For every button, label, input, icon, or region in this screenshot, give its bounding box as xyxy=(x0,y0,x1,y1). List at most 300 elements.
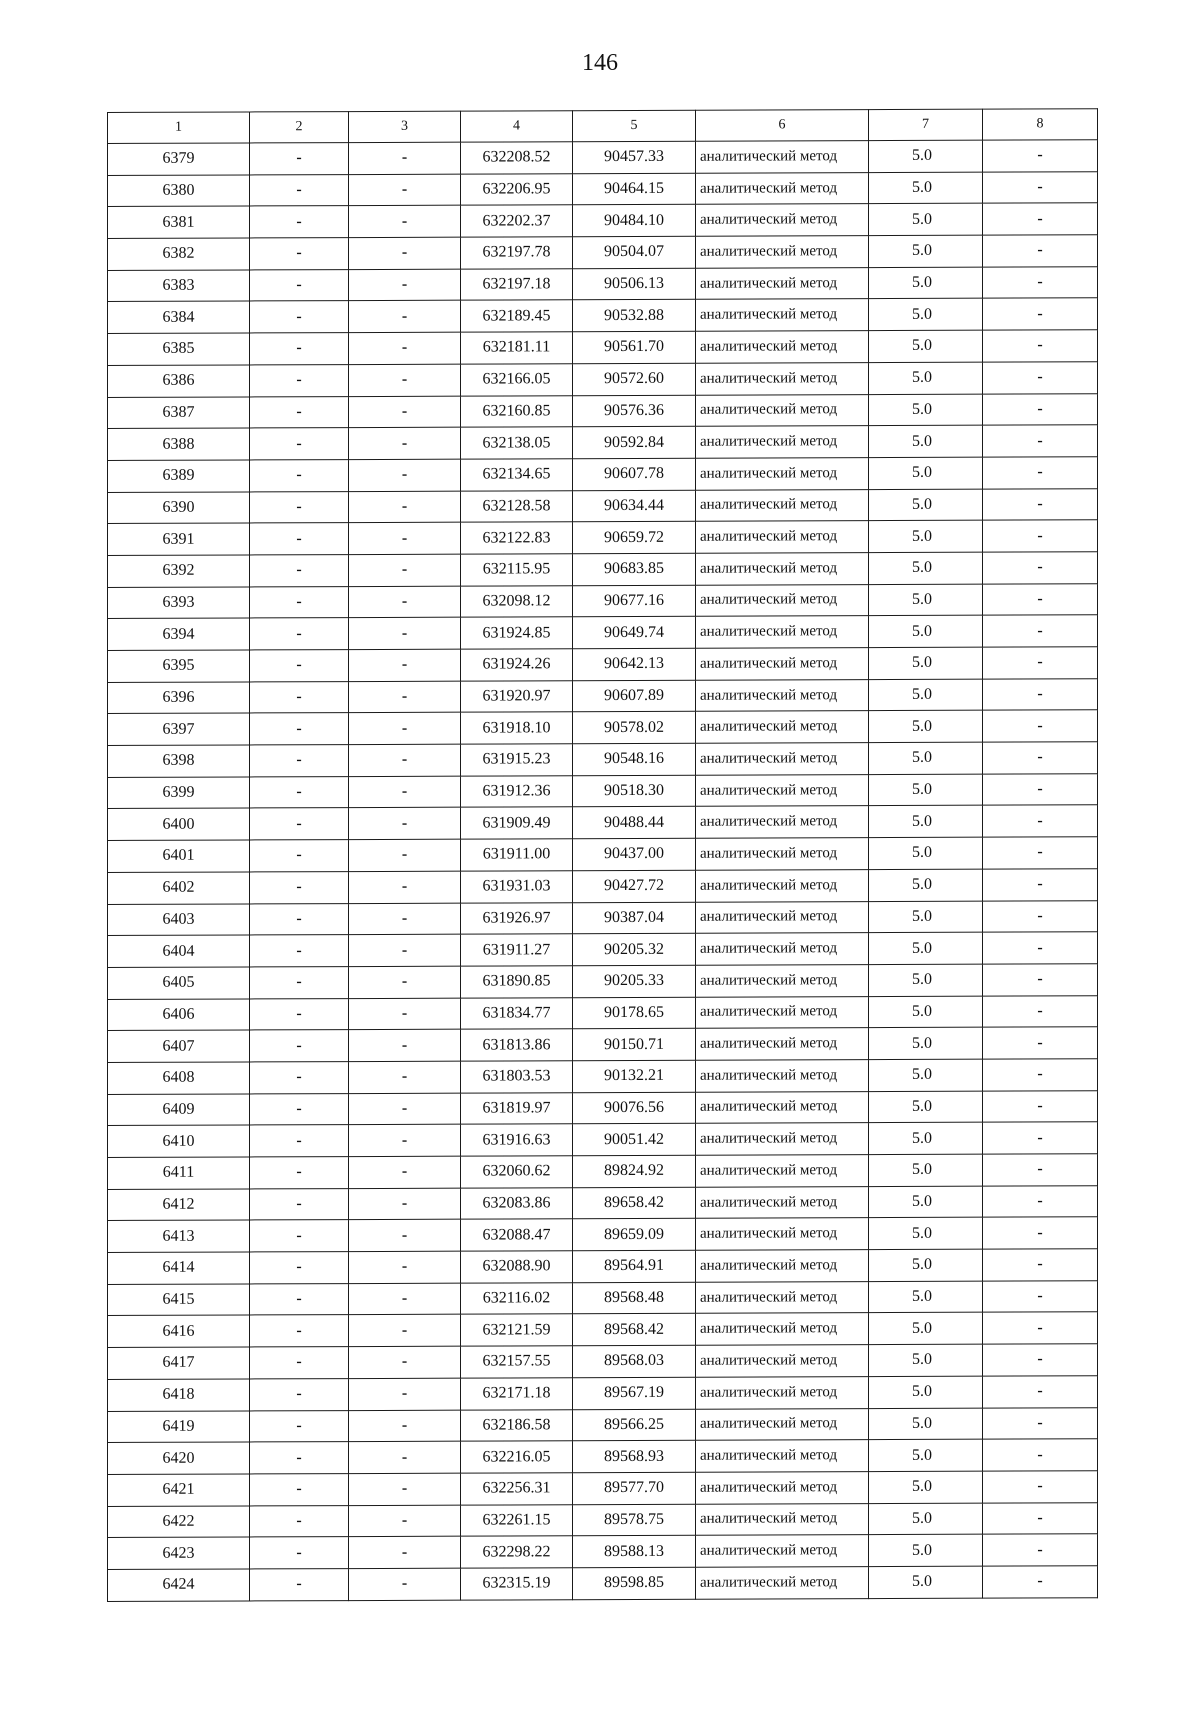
cell-col-8: - xyxy=(983,140,1098,172)
cell-point-number: 6397 xyxy=(108,713,250,745)
cell-col-2: - xyxy=(250,1378,349,1410)
cell-method: аналитический метод xyxy=(696,1091,869,1123)
cell-coord-x: 632256.31 xyxy=(461,1473,573,1505)
cell-col-3: - xyxy=(349,871,461,903)
cell-col-3: - xyxy=(349,713,461,745)
cell-col-8: - xyxy=(983,742,1098,774)
cell-col-2: - xyxy=(250,745,349,777)
cell-coord-x: 632060.62 xyxy=(461,1156,573,1188)
cell-col-2: - xyxy=(250,1505,349,1537)
cell-col-8: - xyxy=(983,615,1098,647)
cell-col-8: - xyxy=(983,1407,1098,1439)
cell-col-8: - xyxy=(983,647,1098,679)
cell-coord-y: 90504.07 xyxy=(573,236,696,268)
cell-coord-y: 89568.48 xyxy=(573,1282,696,1314)
cell-col-2: - xyxy=(250,966,349,998)
cell-col-3: - xyxy=(349,1061,461,1093)
cell-col-8: - xyxy=(983,520,1098,552)
cell-col-2: - xyxy=(250,238,349,270)
table-row xyxy=(108,425,1098,460)
cell-col-3: - xyxy=(349,681,461,713)
cell-accuracy: 5.0 xyxy=(869,172,983,204)
cell-coord-x: 632186.58 xyxy=(461,1409,573,1441)
cell-method: аналитический метод xyxy=(696,267,869,299)
table-row xyxy=(108,1185,1098,1220)
cell-coord-y: 90572.60 xyxy=(573,363,696,395)
cell-coord-y: 89658.42 xyxy=(573,1187,696,1219)
cell-col-3: - xyxy=(349,174,461,206)
cell-col-3: - xyxy=(349,776,461,808)
cell-col-8: - xyxy=(983,1344,1098,1376)
cell-accuracy: 5.0 xyxy=(869,1534,983,1566)
cell-col-2: - xyxy=(250,935,349,967)
cell-accuracy: 5.0 xyxy=(869,267,983,299)
cell-coord-x: 632166.05 xyxy=(461,364,573,396)
cell-col-8: - xyxy=(983,266,1098,298)
cell-coord-x: 632181.11 xyxy=(461,332,573,364)
cell-coord-y: 90150.71 xyxy=(573,1028,696,1060)
cell-col-3: - xyxy=(349,1283,461,1315)
cell-col-2: - xyxy=(250,1347,349,1379)
cell-accuracy: 5.0 xyxy=(869,425,983,457)
cell-accuracy: 5.0 xyxy=(869,584,983,616)
cell-coord-y: 90464.15 xyxy=(573,173,696,205)
cell-accuracy: 5.0 xyxy=(869,204,983,236)
cell-point-number: 6400 xyxy=(108,808,250,840)
cell-col-8: - xyxy=(983,837,1098,869)
table-row xyxy=(108,647,1098,682)
cell-accuracy: 5.0 xyxy=(869,1091,983,1123)
cell-method: аналитический метод xyxy=(696,331,869,363)
cell-col-8: - xyxy=(983,330,1098,362)
cell-col-3: - xyxy=(349,1505,461,1537)
table-row xyxy=(108,678,1098,713)
cell-accuracy: 5.0 xyxy=(869,1059,983,1091)
cell-point-number: 6404 xyxy=(108,935,250,967)
cell-col-3: - xyxy=(349,586,461,618)
table-row xyxy=(108,773,1098,808)
cell-coord-x: 631813.86 xyxy=(461,1029,573,1061)
cell-col-8: - xyxy=(983,773,1098,805)
cell-point-number: 6391 xyxy=(108,523,250,555)
cell-accuracy: 5.0 xyxy=(869,1439,983,1471)
cell-col-8: - xyxy=(983,583,1098,615)
cell-point-number: 6394 xyxy=(108,618,250,650)
cell-coord-y: 90649.74 xyxy=(573,617,696,649)
table-row xyxy=(108,1122,1098,1157)
cell-method: аналитический метод xyxy=(696,1535,869,1567)
cell-coord-y: 89567.19 xyxy=(573,1377,696,1409)
cell-coord-x: 631915.23 xyxy=(461,744,573,776)
cell-col-8: - xyxy=(983,1090,1098,1122)
cell-coord-x: 632197.18 xyxy=(461,268,573,300)
cell-accuracy: 5.0 xyxy=(869,964,983,996)
header-cell-4: 4 xyxy=(461,111,573,142)
cell-coord-x: 632298.22 xyxy=(461,1536,573,1568)
table-row xyxy=(108,710,1098,745)
cell-col-2: - xyxy=(250,776,349,808)
cell-coord-x: 632122.83 xyxy=(461,522,573,554)
cell-coord-y: 90457.33 xyxy=(573,141,696,173)
cell-coord-x: 631926.97 xyxy=(461,902,573,934)
cell-col-2: - xyxy=(250,808,349,840)
cell-col-8: - xyxy=(983,171,1098,203)
cell-point-number: 6422 xyxy=(108,1506,250,1538)
cell-col-2: - xyxy=(250,301,349,333)
cell-coord-x: 632202.37 xyxy=(461,205,573,237)
cell-coord-y: 90205.33 xyxy=(573,965,696,997)
cell-accuracy: 5.0 xyxy=(869,996,983,1028)
cell-point-number: 6383 xyxy=(108,270,250,302)
cell-col-8: - xyxy=(983,932,1098,964)
cell-col-2: - xyxy=(250,1442,349,1474)
cell-col-8: - xyxy=(983,425,1098,457)
table-row xyxy=(108,1154,1098,1189)
cell-method: аналитический метод xyxy=(696,394,869,426)
cell-coord-y: 90578.02 xyxy=(573,712,696,744)
cell-col-8: - xyxy=(983,457,1098,489)
cell-point-number: 6417 xyxy=(108,1347,250,1379)
table-row xyxy=(108,742,1098,777)
cell-point-number: 6385 xyxy=(108,333,250,365)
cell-point-number: 6384 xyxy=(108,301,250,333)
cell-point-number: 6412 xyxy=(108,1189,250,1221)
cell-accuracy: 5.0 xyxy=(869,806,983,838)
cell-point-number: 6421 xyxy=(108,1474,250,1506)
table-row xyxy=(108,1376,1098,1411)
cell-method: аналитический метод xyxy=(696,1281,869,1313)
cell-col-8: - xyxy=(983,362,1098,394)
cell-method: аналитический метод xyxy=(696,236,869,268)
cell-col-2: - xyxy=(250,1093,349,1125)
cell-col-3: - xyxy=(349,301,461,333)
cell-col-8: - xyxy=(983,1154,1098,1186)
cell-coord-y: 90205.32 xyxy=(573,933,696,965)
cell-col-8: - xyxy=(983,1566,1098,1598)
cell-accuracy: 5.0 xyxy=(869,235,983,267)
cell-coord-x: 631918.10 xyxy=(461,712,573,744)
cell-coord-x: 632138.05 xyxy=(461,427,573,459)
cell-coord-x: 632088.47 xyxy=(461,1219,573,1251)
cell-col-3: - xyxy=(349,396,461,428)
cell-method: аналитический метод xyxy=(696,172,869,204)
cell-col-3: - xyxy=(349,206,461,238)
table-body xyxy=(108,109,1098,1601)
cell-accuracy: 5.0 xyxy=(869,615,983,647)
cell-coord-y: 89564.91 xyxy=(573,1250,696,1282)
cell-coord-y: 89659.09 xyxy=(573,1219,696,1251)
cell-point-number: 6386 xyxy=(108,365,250,397)
cell-accuracy: 5.0 xyxy=(869,520,983,552)
table-row xyxy=(108,1344,1098,1379)
table-row xyxy=(108,1312,1098,1347)
cell-coord-y: 89588.13 xyxy=(573,1535,696,1567)
cell-point-number: 6419 xyxy=(108,1410,250,1442)
cell-col-3: - xyxy=(349,1124,461,1156)
table-row xyxy=(108,520,1098,555)
cell-coord-y: 89577.70 xyxy=(573,1472,696,1504)
header-cell-8: 8 xyxy=(983,109,1098,140)
cell-coord-x: 631931.03 xyxy=(461,871,573,903)
page-number: 146 xyxy=(582,50,618,76)
table-row xyxy=(108,1090,1098,1125)
cell-coord-x: 632315.19 xyxy=(461,1568,573,1600)
cell-col-8: - xyxy=(983,235,1098,267)
cell-accuracy: 5.0 xyxy=(869,1566,983,1598)
cell-col-3: - xyxy=(349,966,461,998)
cell-accuracy: 5.0 xyxy=(869,647,983,679)
cell-coord-x: 632116.02 xyxy=(461,1282,573,1314)
cell-accuracy: 5.0 xyxy=(869,742,983,774)
cell-coord-x: 631834.77 xyxy=(461,997,573,1029)
cell-coord-x: 632121.59 xyxy=(461,1314,573,1346)
table-row xyxy=(108,203,1098,238)
cell-col-3: - xyxy=(349,491,461,523)
cell-point-number: 6396 xyxy=(108,682,250,714)
cell-accuracy: 5.0 xyxy=(869,1249,983,1281)
cell-coord-x: 631911.00 xyxy=(461,839,573,871)
cell-accuracy: 5.0 xyxy=(869,1281,983,1313)
cell-col-8: - xyxy=(983,552,1098,584)
cell-coord-x: 632128.58 xyxy=(461,490,573,522)
cell-point-number: 6414 xyxy=(108,1252,250,1284)
cell-coord-y: 90076.56 xyxy=(573,1092,696,1124)
cell-method: аналитический метод xyxy=(696,299,869,331)
cell-col-2: - xyxy=(250,1125,349,1157)
cell-accuracy: 5.0 xyxy=(869,869,983,901)
cell-accuracy: 5.0 xyxy=(869,299,983,331)
cell-coord-x: 631890.85 xyxy=(461,966,573,998)
cell-accuracy: 5.0 xyxy=(869,1344,983,1376)
table-row xyxy=(108,837,1098,872)
cell-accuracy: 5.0 xyxy=(869,774,983,806)
cell-point-number: 6410 xyxy=(108,1125,250,1157)
cell-accuracy: 5.0 xyxy=(869,489,983,521)
cell-col-8: - xyxy=(983,964,1098,996)
table-row xyxy=(108,900,1098,935)
cell-col-8: - xyxy=(983,393,1098,425)
header-cell-7: 7 xyxy=(869,109,983,140)
cell-method: аналитический метод xyxy=(696,1218,869,1250)
cell-point-number: 6416 xyxy=(108,1315,250,1347)
cell-col-2: - xyxy=(250,333,349,365)
cell-col-2: - xyxy=(250,871,349,903)
table-row xyxy=(108,171,1098,206)
cell-col-2: - xyxy=(250,1410,349,1442)
cell-col-2: - xyxy=(250,1188,349,1220)
cell-col-8: - xyxy=(983,1471,1098,1503)
cell-coord-x: 632134.65 xyxy=(461,459,573,491)
table-row xyxy=(108,266,1098,301)
cell-accuracy: 5.0 xyxy=(869,330,983,362)
cell-coord-x: 631916.63 xyxy=(461,1124,573,1156)
cell-coord-x: 631819.97 xyxy=(461,1092,573,1124)
cell-accuracy: 5.0 xyxy=(869,1376,983,1408)
cell-coord-y: 90592.84 xyxy=(573,426,696,458)
header-cell-2: 2 xyxy=(250,112,349,143)
cell-coord-x: 632261.15 xyxy=(461,1504,573,1536)
cell-col-8: - xyxy=(983,1502,1098,1534)
cell-col-3: - xyxy=(349,142,461,174)
cell-point-number: 6418 xyxy=(108,1379,250,1411)
table-row xyxy=(108,1407,1098,1442)
cell-col-3: - xyxy=(349,1441,461,1473)
cell-col-8: - xyxy=(983,488,1098,520)
cell-col-2: - xyxy=(250,1283,349,1315)
cell-col-2: - xyxy=(250,586,349,618)
cell-col-2: - xyxy=(250,713,349,745)
cell-coord-y: 89568.93 xyxy=(573,1440,696,1472)
table-row xyxy=(108,298,1098,333)
cell-method: аналитический метод xyxy=(696,838,869,870)
cell-coord-x: 631920.97 xyxy=(461,680,573,712)
cell-method: аналитический метод xyxy=(696,204,869,236)
cell-coord-x: 632160.85 xyxy=(461,395,573,427)
cell-col-8: - xyxy=(983,1027,1098,1059)
cell-method: аналитический метод xyxy=(696,648,869,680)
table-row xyxy=(108,932,1098,967)
cell-col-8: - xyxy=(983,203,1098,235)
cell-col-8: - xyxy=(983,1217,1098,1249)
cell-col-2: - xyxy=(250,491,349,523)
cell-col-8: - xyxy=(983,1249,1098,1281)
cell-col-8: - xyxy=(983,710,1098,742)
table-row xyxy=(108,869,1098,904)
cell-method: аналитический метод xyxy=(696,869,869,901)
cell-coord-y: 90132.21 xyxy=(573,1060,696,1092)
cell-coord-y: 89578.75 xyxy=(573,1504,696,1536)
cell-coord-x: 632157.55 xyxy=(461,1346,573,1378)
cell-col-8: - xyxy=(983,1280,1098,1312)
cell-point-number: 6402 xyxy=(108,872,250,904)
cell-col-3: - xyxy=(349,839,461,871)
cell-coord-y: 90634.44 xyxy=(573,490,696,522)
cell-coord-x: 632208.52 xyxy=(461,142,573,174)
cell-col-2: - xyxy=(250,269,349,301)
cell-col-3: - xyxy=(349,1378,461,1410)
cell-accuracy: 5.0 xyxy=(869,457,983,489)
cell-col-3: - xyxy=(349,998,461,1030)
cell-col-2: - xyxy=(250,396,349,428)
cell-coord-y: 90576.36 xyxy=(573,395,696,427)
cell-accuracy: 5.0 xyxy=(869,1218,983,1250)
cell-accuracy: 5.0 xyxy=(869,1471,983,1503)
cell-method: аналитический метод xyxy=(696,1440,869,1472)
cell-col-2: - xyxy=(250,681,349,713)
cell-col-2: - xyxy=(250,364,349,396)
cell-point-number: 6392 xyxy=(108,555,250,587)
cell-col-8: - xyxy=(983,1312,1098,1344)
cell-col-2: - xyxy=(250,174,349,206)
cell-col-3: - xyxy=(349,1536,461,1568)
cell-point-number: 6409 xyxy=(108,1094,250,1126)
cell-coord-x: 632197.78 xyxy=(461,237,573,269)
cell-col-3: - xyxy=(349,237,461,269)
cell-coord-y: 89568.42 xyxy=(573,1314,696,1346)
cell-coord-y: 90178.65 xyxy=(573,997,696,1029)
cell-accuracy: 5.0 xyxy=(869,1313,983,1345)
cell-coord-y: 89598.85 xyxy=(573,1567,696,1599)
table-row xyxy=(108,1059,1098,1094)
cell-coord-y: 90387.04 xyxy=(573,902,696,934)
table-row xyxy=(108,1471,1098,1506)
cell-point-number: 6408 xyxy=(108,1062,250,1094)
cell-col-3: - xyxy=(349,522,461,554)
table-row xyxy=(108,964,1098,999)
cell-accuracy: 5.0 xyxy=(869,140,983,172)
table-row xyxy=(108,615,1098,650)
cell-point-number: 6389 xyxy=(108,460,250,492)
cell-coord-x: 631909.49 xyxy=(461,807,573,839)
cell-col-2: - xyxy=(250,903,349,935)
cell-coord-x: 632088.90 xyxy=(461,1251,573,1283)
cell-col-2: - xyxy=(250,143,349,175)
cell-coord-y: 89566.25 xyxy=(573,1409,696,1441)
cell-col-3: - xyxy=(349,744,461,776)
cell-method: аналитический метод xyxy=(696,996,869,1028)
cell-point-number: 6411 xyxy=(108,1157,250,1189)
cell-col-3: - xyxy=(349,1093,461,1125)
cell-col-3: - xyxy=(349,903,461,935)
header-cell-6: 6 xyxy=(696,110,869,142)
cell-coord-y: 89568.03 xyxy=(573,1345,696,1377)
cell-col-8: - xyxy=(983,678,1098,710)
cell-col-3: - xyxy=(349,1188,461,1220)
cell-col-3: - xyxy=(349,1251,461,1283)
cell-method: аналитический метод xyxy=(696,1155,869,1187)
cell-point-number: 6393 xyxy=(108,587,250,619)
table-header-row xyxy=(108,109,1098,144)
cell-col-2: - xyxy=(250,1030,349,1062)
table-row xyxy=(108,1439,1098,1474)
cell-coord-y: 90437.00 xyxy=(573,838,696,870)
cell-col-2: - xyxy=(250,555,349,587)
cell-method: аналитический метод xyxy=(696,1376,869,1408)
cell-accuracy: 5.0 xyxy=(869,1154,983,1186)
cell-coord-y: 89824.92 xyxy=(573,1155,696,1187)
coordinate-table xyxy=(107,108,1098,1601)
cell-method: аналитический метод xyxy=(696,933,869,965)
cell-method: аналитический метод xyxy=(696,616,869,648)
cell-col-2: - xyxy=(250,428,349,460)
header-cell-3: 3 xyxy=(349,111,461,142)
cell-method: аналитический метод xyxy=(696,711,869,743)
cell-col-2: - xyxy=(250,1537,349,1569)
cell-col-3: - xyxy=(349,649,461,681)
table-row xyxy=(108,1027,1098,1062)
cell-method: аналитический метод xyxy=(696,1123,869,1155)
cell-col-3: - xyxy=(349,427,461,459)
cell-col-8: - xyxy=(983,805,1098,837)
cell-method: аналитический метод xyxy=(696,1250,869,1282)
cell-point-number: 6387 xyxy=(108,396,250,428)
table-row xyxy=(108,235,1098,270)
cell-col-3: - xyxy=(349,808,461,840)
cell-method: аналитический метод xyxy=(696,426,869,458)
cell-col-2: - xyxy=(250,523,349,555)
cell-coord-x: 632171.18 xyxy=(461,1378,573,1410)
cell-accuracy: 5.0 xyxy=(869,1122,983,1154)
cell-method: аналитический метод xyxy=(696,1028,869,1060)
cell-col-2: - xyxy=(250,1252,349,1284)
cell-point-number: 6420 xyxy=(108,1442,250,1474)
cell-method: аналитический метод xyxy=(696,362,869,394)
cell-method: аналитический метод xyxy=(696,806,869,838)
cell-col-8: - xyxy=(983,1059,1098,1091)
cell-col-3: - xyxy=(349,332,461,364)
cell-coord-y: 90561.70 xyxy=(573,331,696,363)
cell-coord-y: 90659.72 xyxy=(573,521,696,553)
